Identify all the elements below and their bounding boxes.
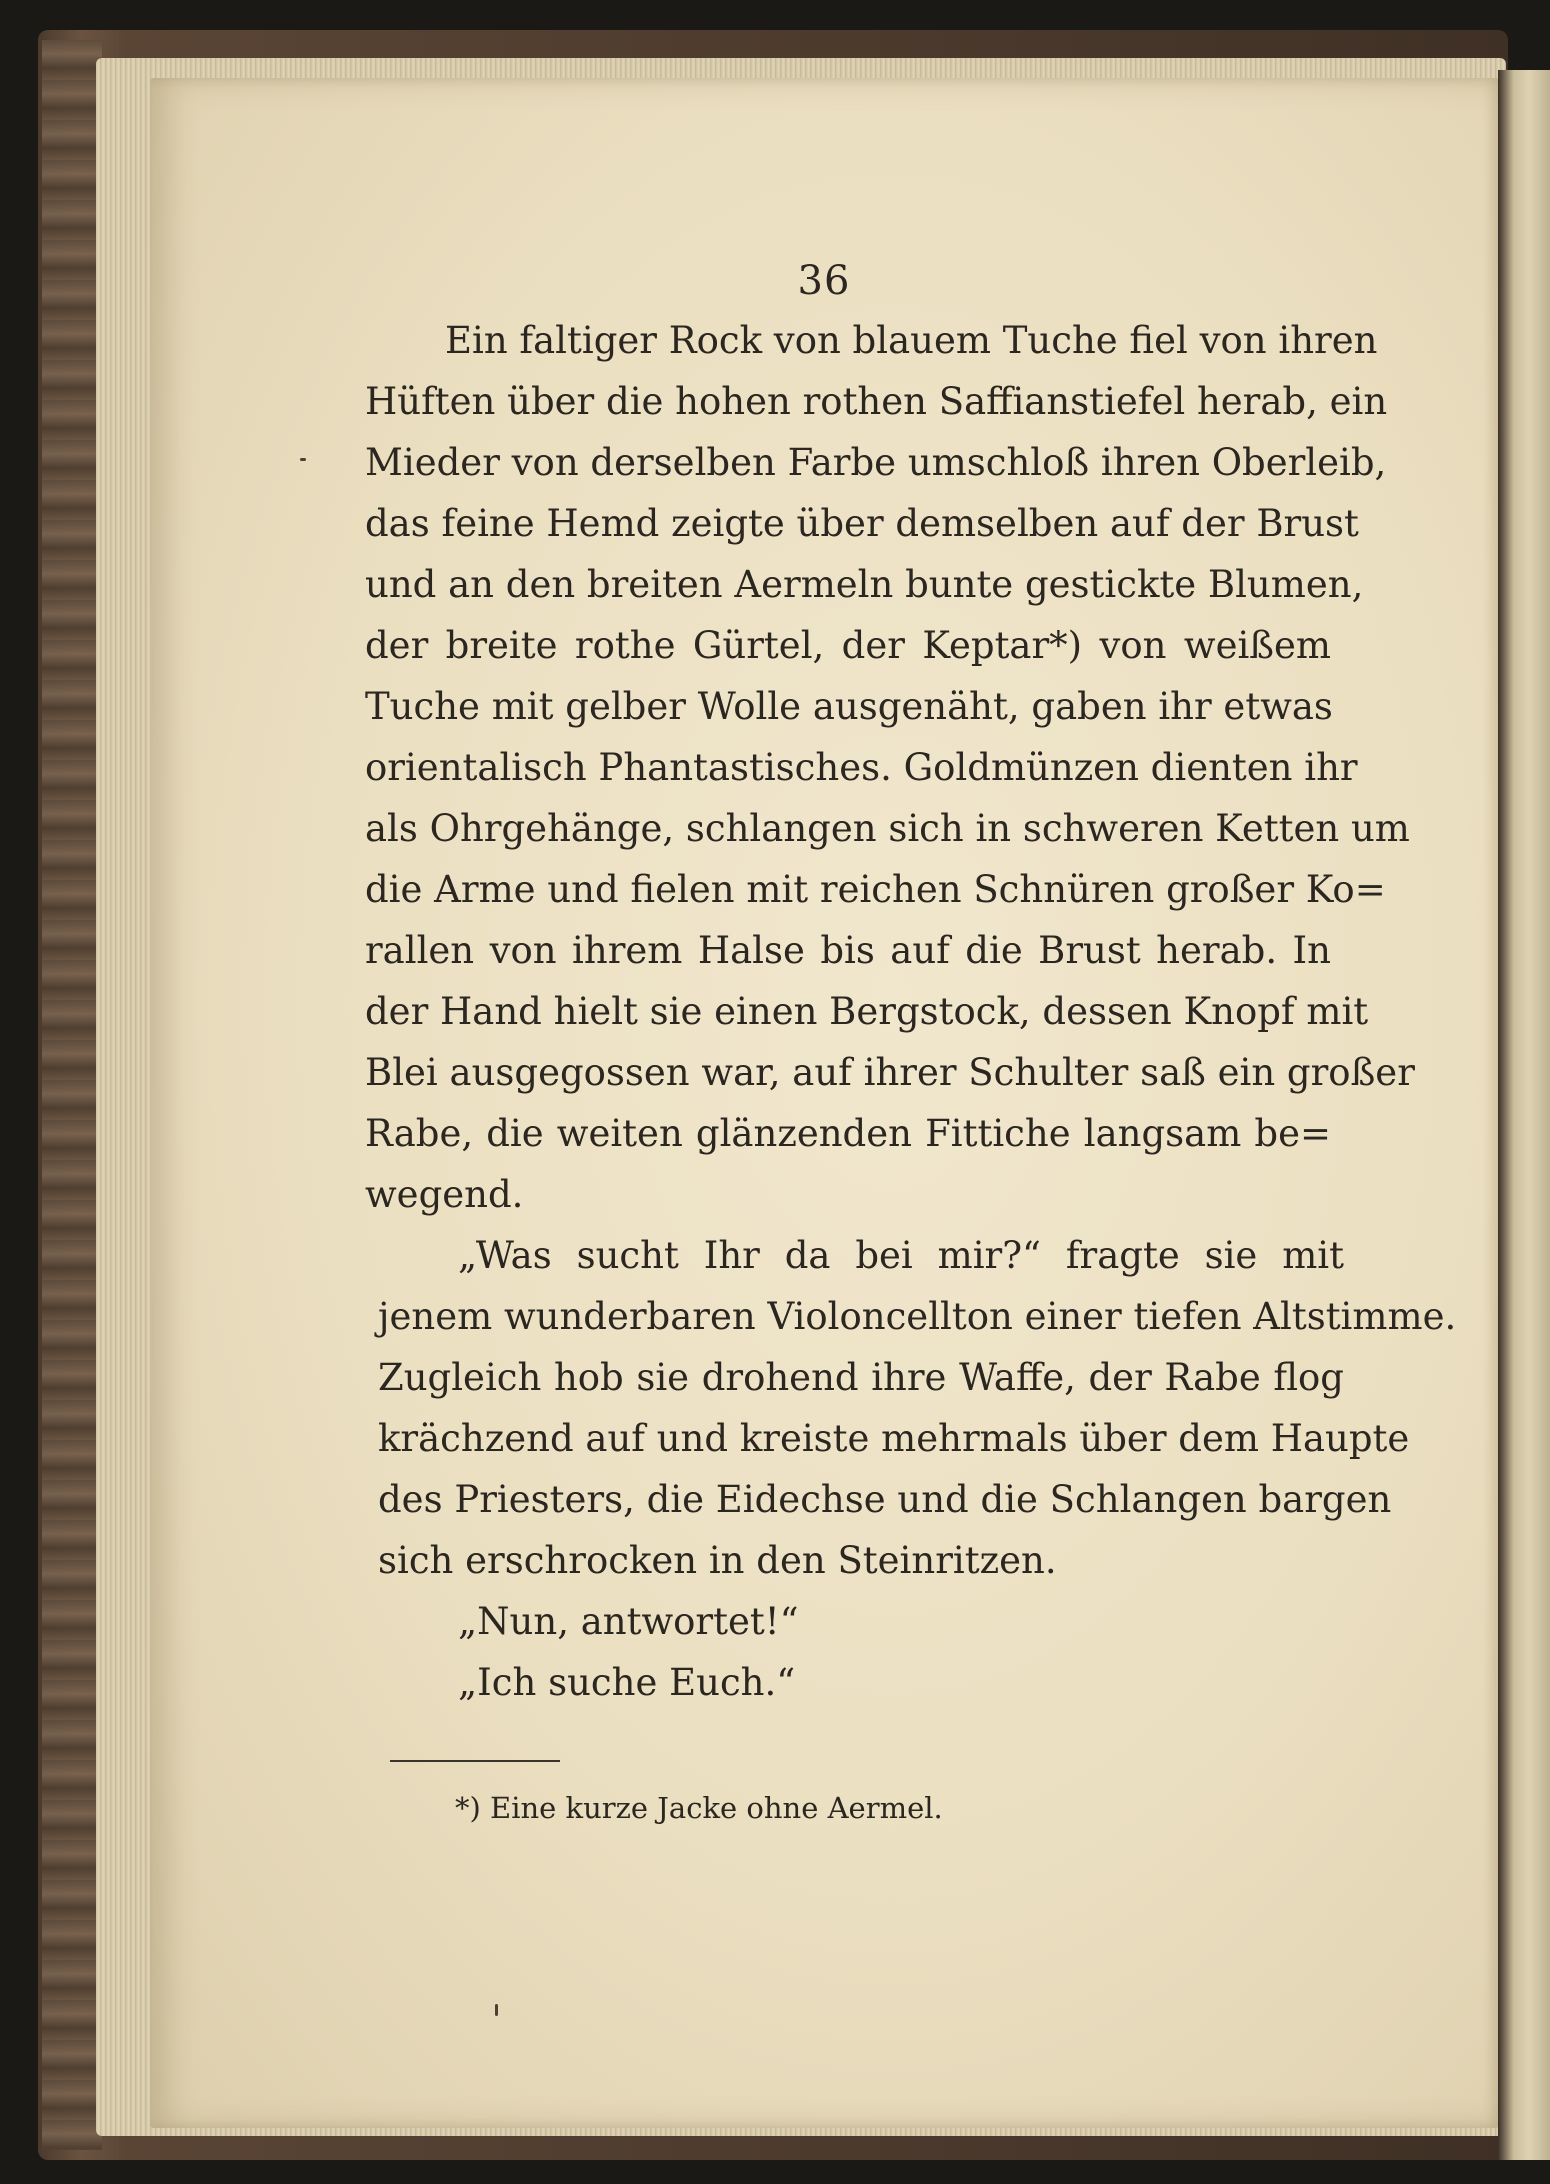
paragraph-1 [365, 310, 1415, 1225]
text-line: als Ohrgehänge, schlangen sich in schweren Ketten um [365, 807, 1410, 850]
page-text [150, 78, 1498, 2128]
paragraph-4 [378, 1652, 1344, 1713]
ink-speck [300, 458, 306, 461]
paragraph-2 [378, 1225, 1457, 1591]
text-line: sich erschrocken in den Steinritzen. [378, 1539, 1057, 1582]
text-line: jenem wunderbaren Violoncellton einer tiefen Altstimme. [378, 1295, 1457, 1338]
text-line: Zugleich hob sie drohend ihre Waffe, der Rabe flog [378, 1356, 1344, 1399]
text-line: und an den breiten Aermeln bunte gestickte Blumen, [365, 563, 1364, 606]
text-line: Tuche mit gelber Wolle ausgenäht, gaben ihr etwas [365, 685, 1333, 728]
text-line: „Was sucht Ihr da bei mir?“ fragte sie mit [458, 1234, 1344, 1277]
text-line: der breite rothe Gürtel, der Keptar*) von weißem [365, 624, 1331, 667]
text-line: rallen von ihrem Halse bis auf die Brust herab. In [365, 929, 1331, 972]
text-line: Blei ausgegossen war, auf ihrer Schulter saß ein großer [365, 1051, 1415, 1094]
text-line: „Nun, antwortet!“ [458, 1600, 799, 1643]
text-line: Rabe, die weiten glänzenden Fittiche langsam be= [365, 1112, 1331, 1155]
text-line: wegend. [365, 1173, 524, 1216]
text-line: krächzend auf und kreiste mehrmals über dem Haupte [378, 1417, 1410, 1460]
footnote-divider [390, 1760, 560, 1762]
footnote: *) Eine kurze Jacke ohne Aermel. [455, 1791, 943, 1825]
book-page [150, 78, 1498, 2128]
book-spine [42, 40, 102, 2150]
text-line: des Priesters, die Eidechse und die Schlangen bargen [378, 1478, 1392, 1521]
text-line: „Ich suche Euch.“ [458, 1661, 796, 1704]
text-line: Mieder von derselben Farbe umschloß ihren Oberleib, [365, 441, 1387, 484]
ink-speck [495, 2004, 498, 2016]
facing-page-edge [1498, 70, 1550, 2160]
text-line: Hüften über die hohen rothen Saffianstiefel herab, ein [365, 380, 1388, 423]
text-line: der Hand hielt sie einen Bergstock, dessen Knopf mit [365, 990, 1369, 1033]
text-line: das feine Hemd zeigte über demselben auf der Brust [365, 502, 1359, 545]
paragraph-3 [378, 1591, 1344, 1652]
text-line: Ein faltiger Rock von blauem Tuche fiel von ihren [445, 319, 1378, 362]
text-line: orientalisch Phantastisches. Goldmünzen dienten ihr [365, 746, 1358, 789]
page-number: 36 [797, 258, 851, 304]
text-line: die Arme und fielen mit reichen Schnüren großer Ko= [365, 868, 1386, 911]
